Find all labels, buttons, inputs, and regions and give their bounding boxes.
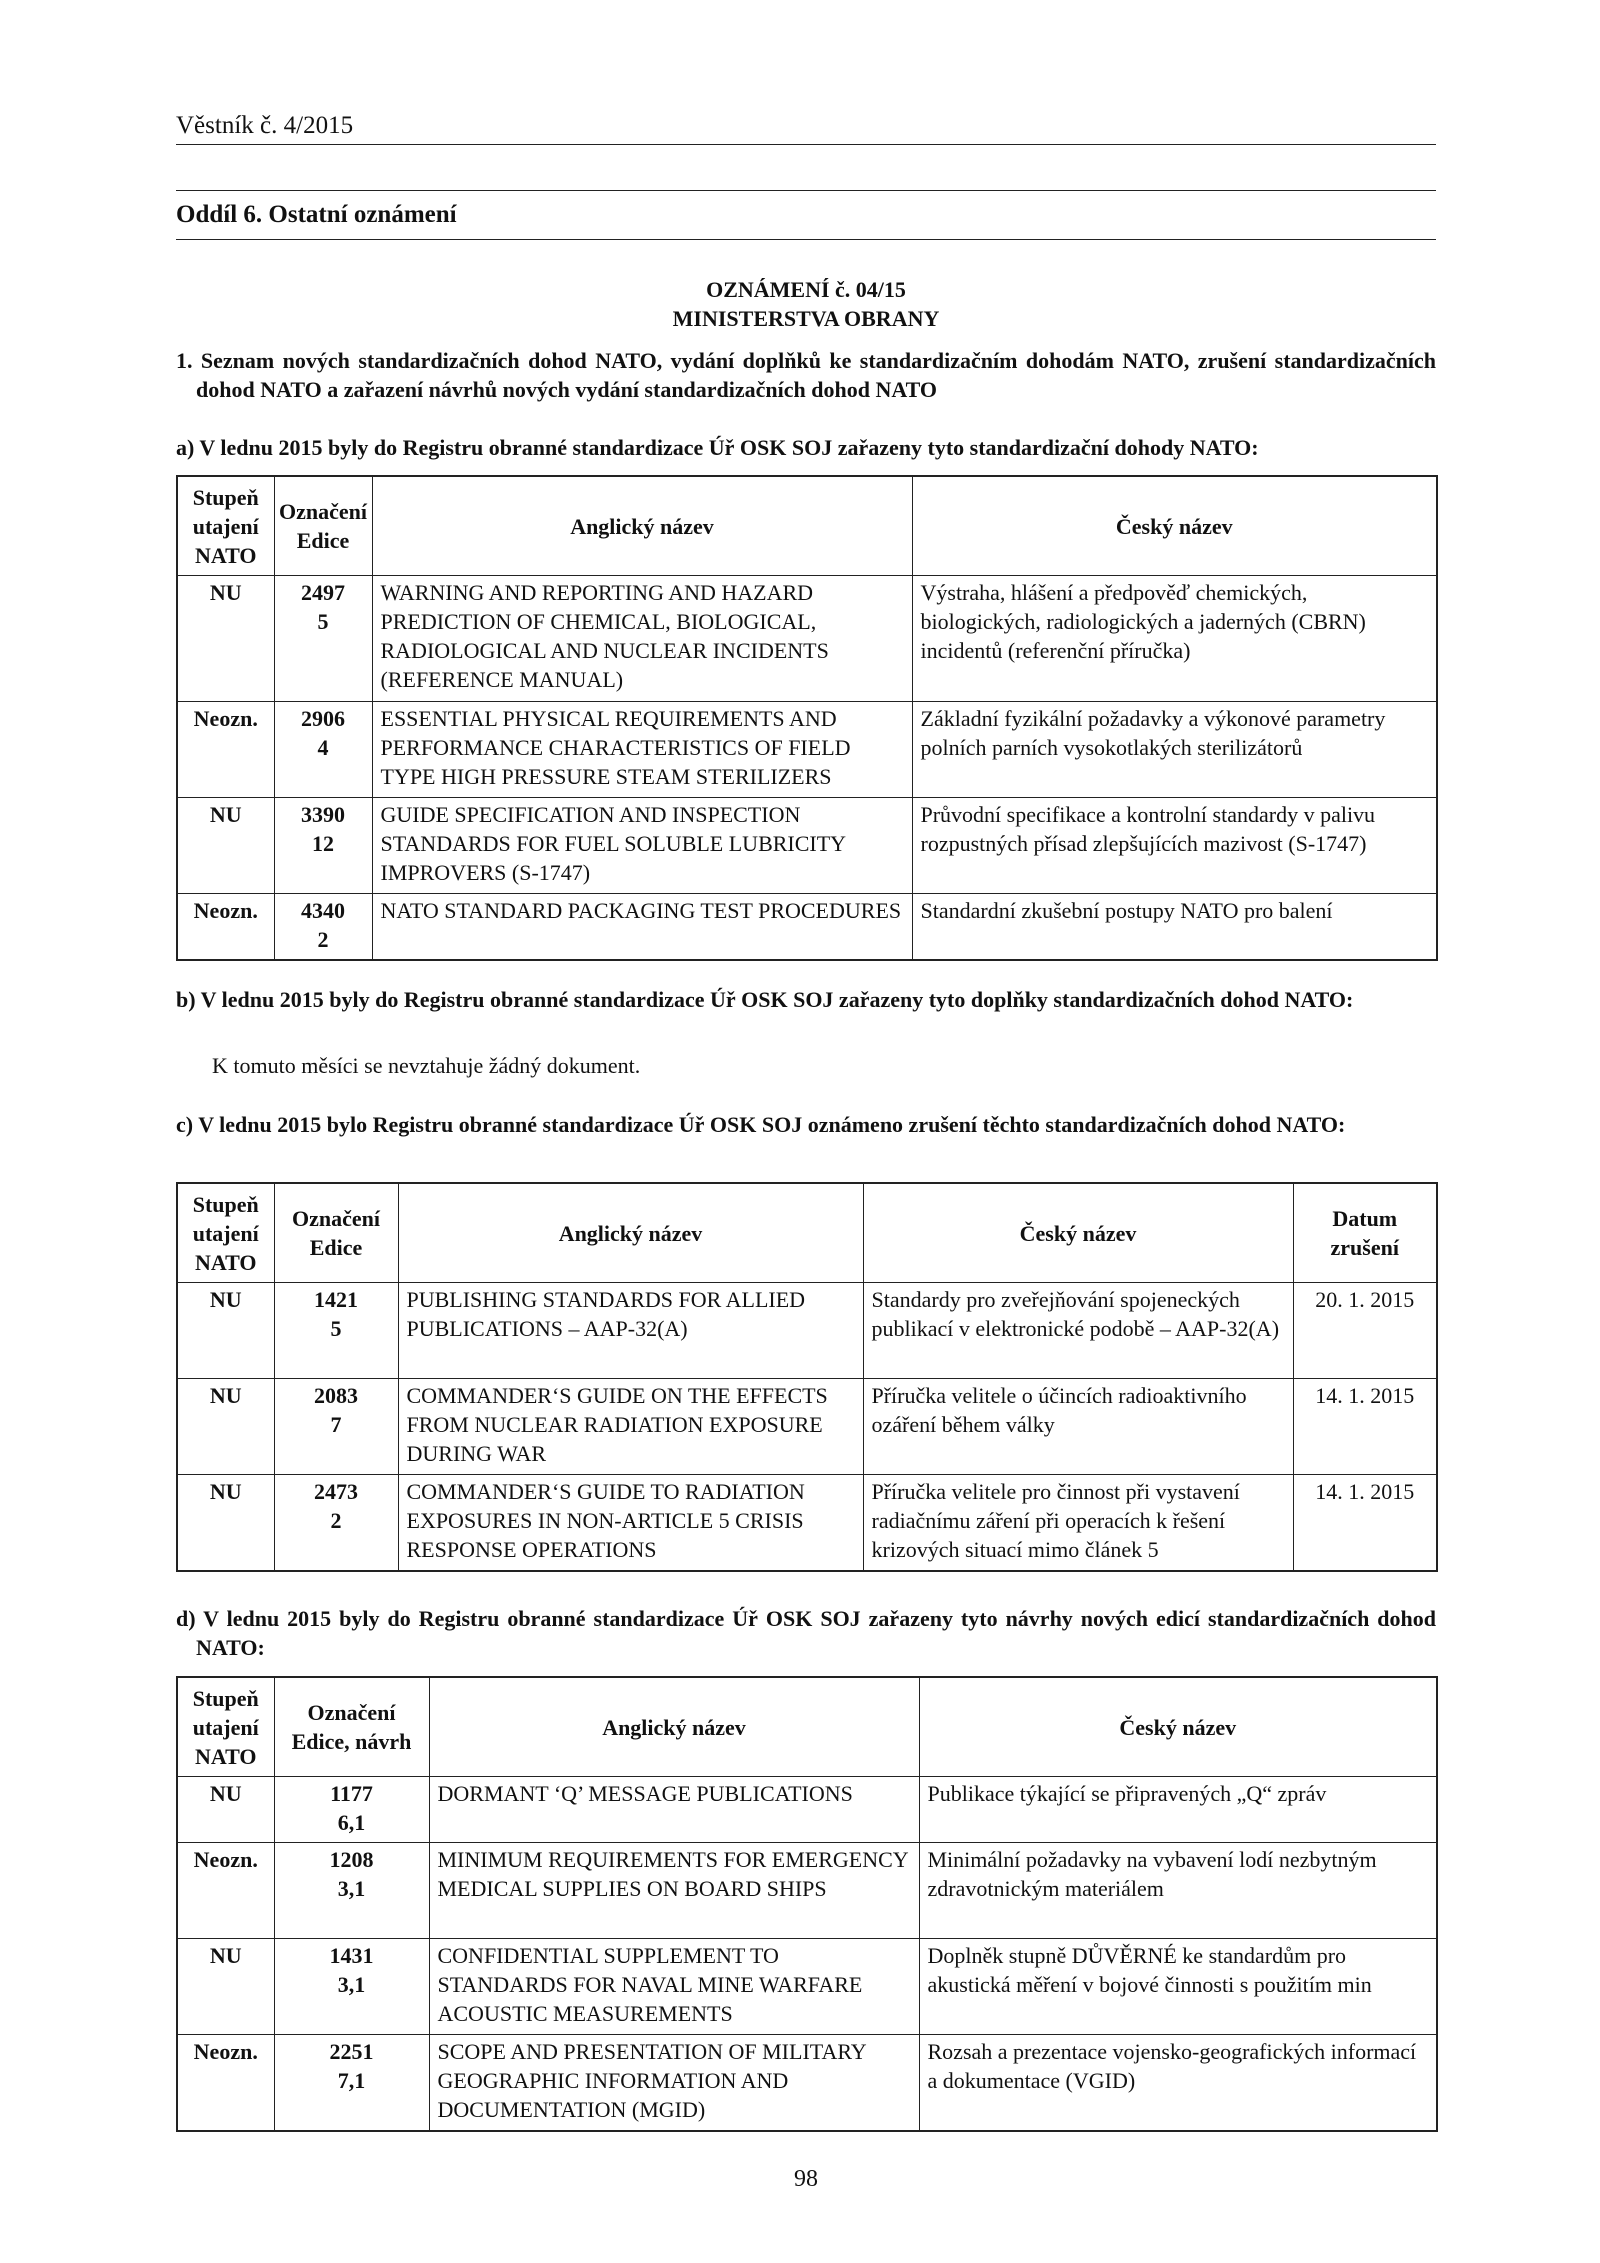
cell-classification: NU (177, 1379, 274, 1475)
notice-title-line2: MINISTERSTVA OBRANY (672, 306, 940, 331)
cell-english-title: GUIDE SPECIFICATION AND INSPECTION STANDARDS FOR FUEL SOLUBLE LUBRICITY IMPROVERS (S-1747) (372, 798, 912, 894)
edition: 2 (330, 1508, 342, 1533)
edition: 5 (330, 1316, 342, 1341)
table-row (177, 1843, 1437, 1939)
cell-code (274, 1475, 398, 1571)
part-b-note: K tomuto měsíci se nevztahuje žádný dokument. (212, 1053, 641, 1078)
edition: 7,1 (337, 2068, 366, 2093)
stanag-number: 1421 (314, 1287, 358, 1312)
table-row (177, 702, 1437, 798)
edition: 7 (330, 1412, 342, 1437)
table-row (177, 1939, 1437, 2035)
cell-code (274, 2035, 429, 2131)
col-header-czech: Český název (912, 476, 1437, 576)
col-header-code: Označení Edice (274, 1183, 398, 1283)
table-row (177, 798, 1437, 894)
cell-czech-title: Publikace týkající se připravených „Q“ zpráv (919, 1777, 1437, 1843)
stanag-number: 2497 (301, 580, 345, 605)
cell-classification: NU (177, 798, 274, 894)
col-header-czech: Český název (863, 1183, 1293, 1283)
edition: 5 (317, 609, 329, 634)
col-header-code: Označení Edice, návrh (274, 1677, 429, 1777)
col-header-english: Anglický název (429, 1677, 919, 1777)
col-header-english: Anglický název (398, 1183, 863, 1283)
table-row (177, 894, 1437, 960)
col-header-cancel-date: Datum zrušení (1293, 1183, 1437, 1283)
cell-english-title: ESSENTIAL PHYSICAL REQUIREMENTS AND PERFORMANCE CHARACTERISTICS OF FIELD TYPE HIGH PRESSURE STEAM STERILIZERS (372, 702, 912, 798)
part-c-heading: c) V lednu 2015 bylo Registru obranné standardizace Úř OSK SOJ oznámeno zrušení těchto standardizačních dohod NATO: (176, 1112, 1346, 1137)
section-title: Oddíl 6. Ostatní oznámení (176, 190, 1436, 240)
table-header-row (177, 1183, 1437, 1283)
cell-czech-title: Standardní zkušební postupy NATO pro balení (912, 894, 1437, 960)
cell-czech-title: Příručka velitele o účincích radioaktivního ozáření během války (863, 1379, 1293, 1475)
cell-english-title: CONFIDENTIAL SUPPLEMENT TO STANDARDS FOR NAVAL MINE WARFARE ACOUSTIC MEASUREMENTS (429, 1939, 919, 2035)
edition: 4 (317, 735, 329, 760)
notice-title (176, 275, 1436, 333)
col-header-english: Anglický název (372, 476, 912, 576)
table-header-row (177, 476, 1437, 576)
cell-english-title: DORMANT ‘Q’ MESSAGE PUBLICATIONS (429, 1777, 919, 1843)
cell-classification: NU (177, 1283, 274, 1379)
cell-cancel-date: 14. 1. 2015 (1293, 1475, 1437, 1571)
cell-czech-title: Rozsah a prezentace vojensko-geografických informací a dokumentace (VGID) (919, 2035, 1437, 2131)
cell-czech-title: Doplněk stupně DŮVĚRNÉ ke standardům pro akustická měření v bojové činnosti s použitím min (919, 1939, 1437, 2035)
cell-code (274, 576, 372, 702)
cell-code (274, 702, 372, 798)
cell-code (274, 1379, 398, 1475)
cell-classification: Neozn. (177, 1843, 274, 1939)
table-part-d (176, 1676, 1438, 2132)
stanag-number: 1431 (329, 1943, 374, 1968)
stanag-number: 3390 (301, 802, 345, 827)
cell-english-title: MINIMUM REQUIREMENTS FOR EMERGENCY MEDICAL SUPPLIES ON BOARD SHIPS (429, 1843, 919, 1939)
cell-english-title: WARNING AND REPORTING AND HAZARD PREDICTION OF CHEMICAL, BIOLOGICAL, RADIOLOGICAL AND NUCLEAR INCIDENTS (REFERENCE MANUAL) (372, 576, 912, 702)
cell-code (274, 894, 372, 960)
edition: 3,1 (337, 1972, 366, 1997)
cell-classification: NU (177, 1475, 274, 1571)
cell-classification: Neozn. (177, 894, 274, 960)
cell-czech-title: Základní fyzikální požadavky a výkonové parametry polních parních vysokotlakých sterilizátorů (912, 702, 1437, 798)
stanag-number: 1177 (330, 1781, 373, 1806)
cell-english-title: NATO STANDARD PACKAGING TEST PROCEDURES (372, 894, 912, 960)
cell-cancel-date: 14. 1. 2015 (1293, 1379, 1437, 1475)
edition: 12 (312, 831, 334, 856)
part-d-heading: d) V lednu 2015 byly do Registru obranné standardizace Úř OSK SOJ zařazeny tyto návrhy nových edicí standardizačních dohod NATO: (176, 1606, 1436, 1660)
part-a-heading: a) V lednu 2015 byly do Registru obranné standardizace Úř OSK SOJ zařazeny tyto standardizační dohody NATO: (176, 435, 1259, 460)
page-number: 98 (794, 2166, 818, 2192)
col-header-code: Označení Edice (274, 476, 372, 576)
cell-czech-title: Průvodní specifikace a kontrolní standardy v palivu rozpustných přísad zlepšujících mazivost (S-1747) (912, 798, 1437, 894)
cell-czech-title: Minimální požadavky na vybavení lodí nezbytným zdravotnickým materiálem (919, 1843, 1437, 1939)
cell-english-title: COMMANDER‘S GUIDE ON THE EFFECTS FROM NUCLEAR RADIATION EXPOSURE DURING WAR (398, 1379, 863, 1475)
stanag-number: 2251 (329, 2039, 374, 2064)
stanag-number: 4340 (301, 898, 345, 923)
cell-classification: NU (177, 576, 274, 702)
table-row (177, 2035, 1437, 2131)
edition: 6,1 (337, 1810, 366, 1835)
stanag-number: 2906 (301, 706, 345, 731)
stanag-number: 2473 (314, 1479, 358, 1504)
cell-code (274, 798, 372, 894)
table-row (177, 1283, 1437, 1379)
table-row (177, 576, 1437, 702)
cell-code (274, 1777, 429, 1843)
col-header-classification: Stupeň utajení NATO (177, 476, 274, 576)
cell-classification: Neozn. (177, 702, 274, 798)
cell-classification: NU (177, 1777, 274, 1843)
table-header-row (177, 1677, 1437, 1777)
cell-czech-title: Výstraha, hlášení a předpověď chemických, biologických, radiologických a jaderných (CBRN) incidentů (referenční příručka) (912, 576, 1437, 702)
table-part-a (176, 475, 1438, 961)
table-row (177, 1475, 1437, 1571)
cell-classification: Neozn. (177, 2035, 274, 2131)
cell-cancel-date: 20. 1. 2015 (1293, 1283, 1437, 1379)
stanag-number: 2083 (314, 1383, 358, 1408)
cell-czech-title: Standardy pro zveřejňování spojeneckých publikací v elektronické podobě – AAP-32(A) (863, 1283, 1293, 1379)
cell-code (274, 1843, 429, 1939)
cell-english-title: PUBLISHING STANDARDS FOR ALLIED PUBLICATIONS – AAP-32(A) (398, 1283, 863, 1379)
table-part-c (176, 1182, 1438, 1572)
cell-code (274, 1283, 398, 1379)
journal-header: Věstník č. 4/2015 (176, 112, 1436, 145)
notice-title-line1: OZNÁMENÍ č. 04/15 (706, 277, 906, 302)
table-row (177, 1777, 1437, 1843)
col-header-classification: Stupeň utajení NATO (177, 1677, 274, 1777)
edition: 2 (317, 927, 329, 952)
cell-classification: NU (177, 1939, 274, 2035)
stanag-number: 1208 (329, 1847, 374, 1872)
part-b-heading: b) V lednu 2015 byly do Registru obranné standardizace Úř OSK SOJ zařazeny tyto doplňky standardizačních dohod NATO: (176, 987, 1354, 1012)
cell-english-title: SCOPE AND PRESENTATION OF MILITARY GEOGRAPHIC INFORMATION AND DOCUMENTATION (MGID) (429, 2035, 919, 2131)
cell-czech-title: Příručka velitele pro činnost při vystavení radiačnímu záření při operacích k řešení krizových situací mimo článek 5 (863, 1475, 1293, 1571)
table-row (177, 1379, 1437, 1475)
edition: 3,1 (337, 1876, 366, 1901)
col-header-czech: Český název (919, 1677, 1437, 1777)
cell-code (274, 1939, 429, 2035)
col-header-classification: Stupeň utajení NATO (177, 1183, 274, 1283)
item-1-heading: 1. Seznam nových standardizačních dohod NATO, vydání doplňků ke standardizačním dohodám NATO, zrušení standardizačních dohod NATO a zařazení návrhů nových vydání standardizačních dohod NATO (176, 348, 1436, 402)
cell-english-title: COMMANDER‘S GUIDE TO RADIATION EXPOSURES IN NON-ARTICLE 5 CRISIS RESPONSE OPERATIONS (398, 1475, 863, 1571)
